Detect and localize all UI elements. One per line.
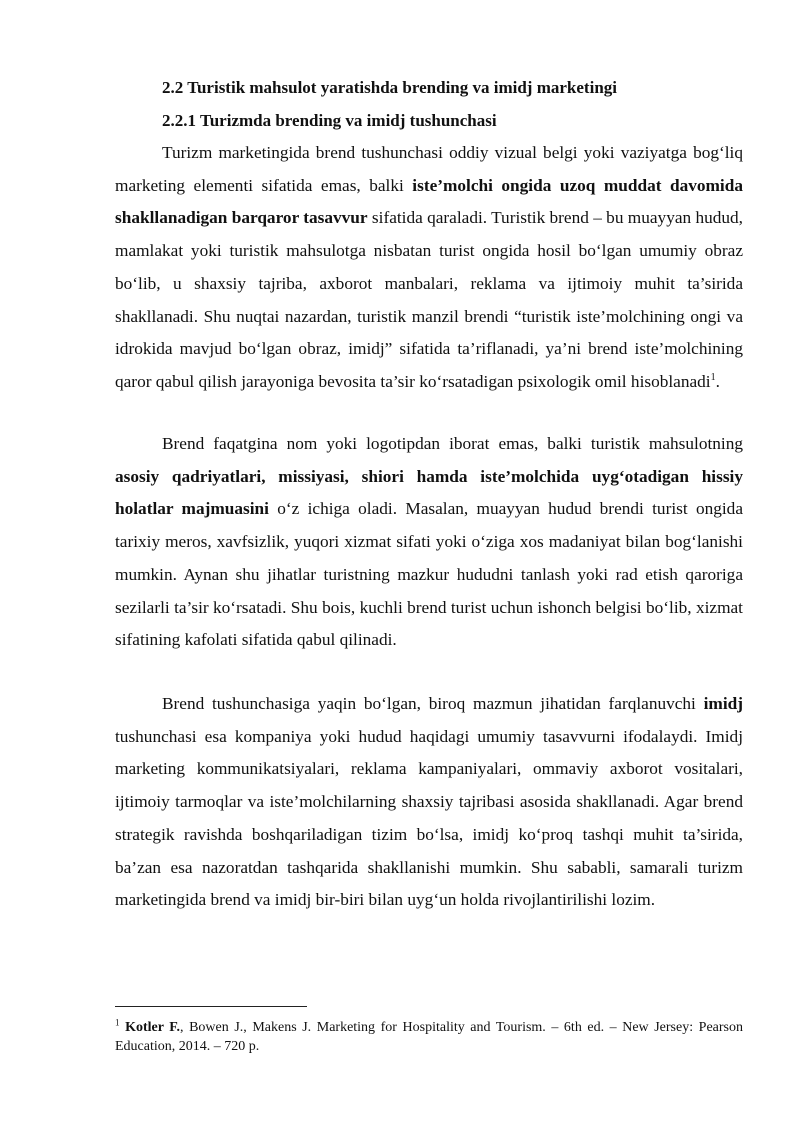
paragraph-text: Turizm marketingida brend tushunchasi oddiy vizual belgi yoki vaziyatga bog‘liq marketing elementi sifatida emas, balki (115, 143, 743, 195)
paragraph-bold-text: imidj (703, 694, 743, 713)
paragraph-text: tushunchasi esa kompaniya yoki hudud haqidagi umumiy tasavvurni ifodalaydi. Imidj marketing kommunikatsiyalari, reklama kampaniyalari, ommaviy axborot vositalari, ijtimoiy tarmoqlar va iste’molchilarning shaxsiy tajribasi asosida shakllanadi. Agar brend strategik ravishda boshqariladigan tizim bo‘lsa, imidj ko‘proq tashqi muhit ta’sirida, ba’zan esa nazoratdan tashqarida shakllanishi mumkin. Shu sababli, samarali turizm marketingida brend va imidj bir-biri bilan uyg‘un holda rivojlantirilishi lozim. (115, 726, 743, 910)
section-heading: 2.2 Turistik mahsulot yaratishda brending va imidj marketingi (162, 78, 617, 97)
paragraph-text: Brend tushunchasiga yaqin bo‘lgan, biroq mazmun jihatidan farqlanuvchi (162, 694, 704, 713)
subsection-heading: 2.2.1 Turizmda brending va imidj tushunchasi (162, 111, 497, 130)
footnote-text: , Bowen J., Makens J. Marketing for Hospitality and Tourism. – 6th ed. – New Jersey: Pearson Education, 2014. – 720 p. (115, 1020, 743, 1054)
paragraph-brand-concept (115, 137, 743, 399)
paragraph-text: o‘z ichiga oladi. Masalan, muayyan hudud brendi turist ongida tarixiy meros, xavfsizlik, yuqori xizmat sifati yoki o‘ziga xos madaniyat bilan bog‘lanishi mumkin. Aynan shu jihatlar turistning mazkur hududni tanlash yoki rad etish qaroriga sezilarli ta’sir ko‘rsatadi. Shu bois, kuchli brend turist uchun ishonch belgisi bo‘lib, xizmat sifatining kafolati sifatida qabul qilinadi. (115, 499, 743, 650)
paragraph-bold-text: asosiy qadriyatlari, missiyasi, shiori hamda iste’molchida uyg‘otadigan hissiy holatlar majmuasini (115, 466, 743, 519)
paragraph-text: . (715, 371, 720, 391)
paragraph-bold-text: iste’molchi ongida uzoq muddat davomida shakllanadigan barqaror tasavvur (115, 175, 743, 228)
paragraph-text: sifatida qaraladi. Turistik brend – bu muayyan hudud, mamlakat yoki turistik mahsulotga nisbatan turist ongida hosil bo‘lgan umumiy obraz bo‘lib, u shaxsiy tajriba, axborot manbalari, reklama va ijtimoiy muhit ta’sirida shakllanadi. Shu nuqtai nazardan, turistik manzil brendi “turistik iste’molchining ongi va idrokida mavjud bo‘lgan obraz, imidj” sifatida ta’riflanadi, ya’ni brend iste’molchining qaror qabul qilish jarayoniga bevosita ta’sir ko‘rsatadigan psixologik omil hisoblanadi (115, 208, 743, 391)
footnote (115, 1018, 743, 1056)
footnote-author: Kotler F. (125, 1020, 181, 1035)
paragraph-image-concept (115, 688, 743, 917)
footnote-separator (115, 1006, 307, 1007)
paragraph-brand-values (115, 428, 743, 657)
footnote-number: 1 (115, 1017, 120, 1028)
footnote-reference[interactable]: 1 (710, 372, 716, 384)
paragraph-text: Brend faqatgina nom yoki logotipdan iborat emas, balki turistik mahsulotning (162, 434, 743, 453)
